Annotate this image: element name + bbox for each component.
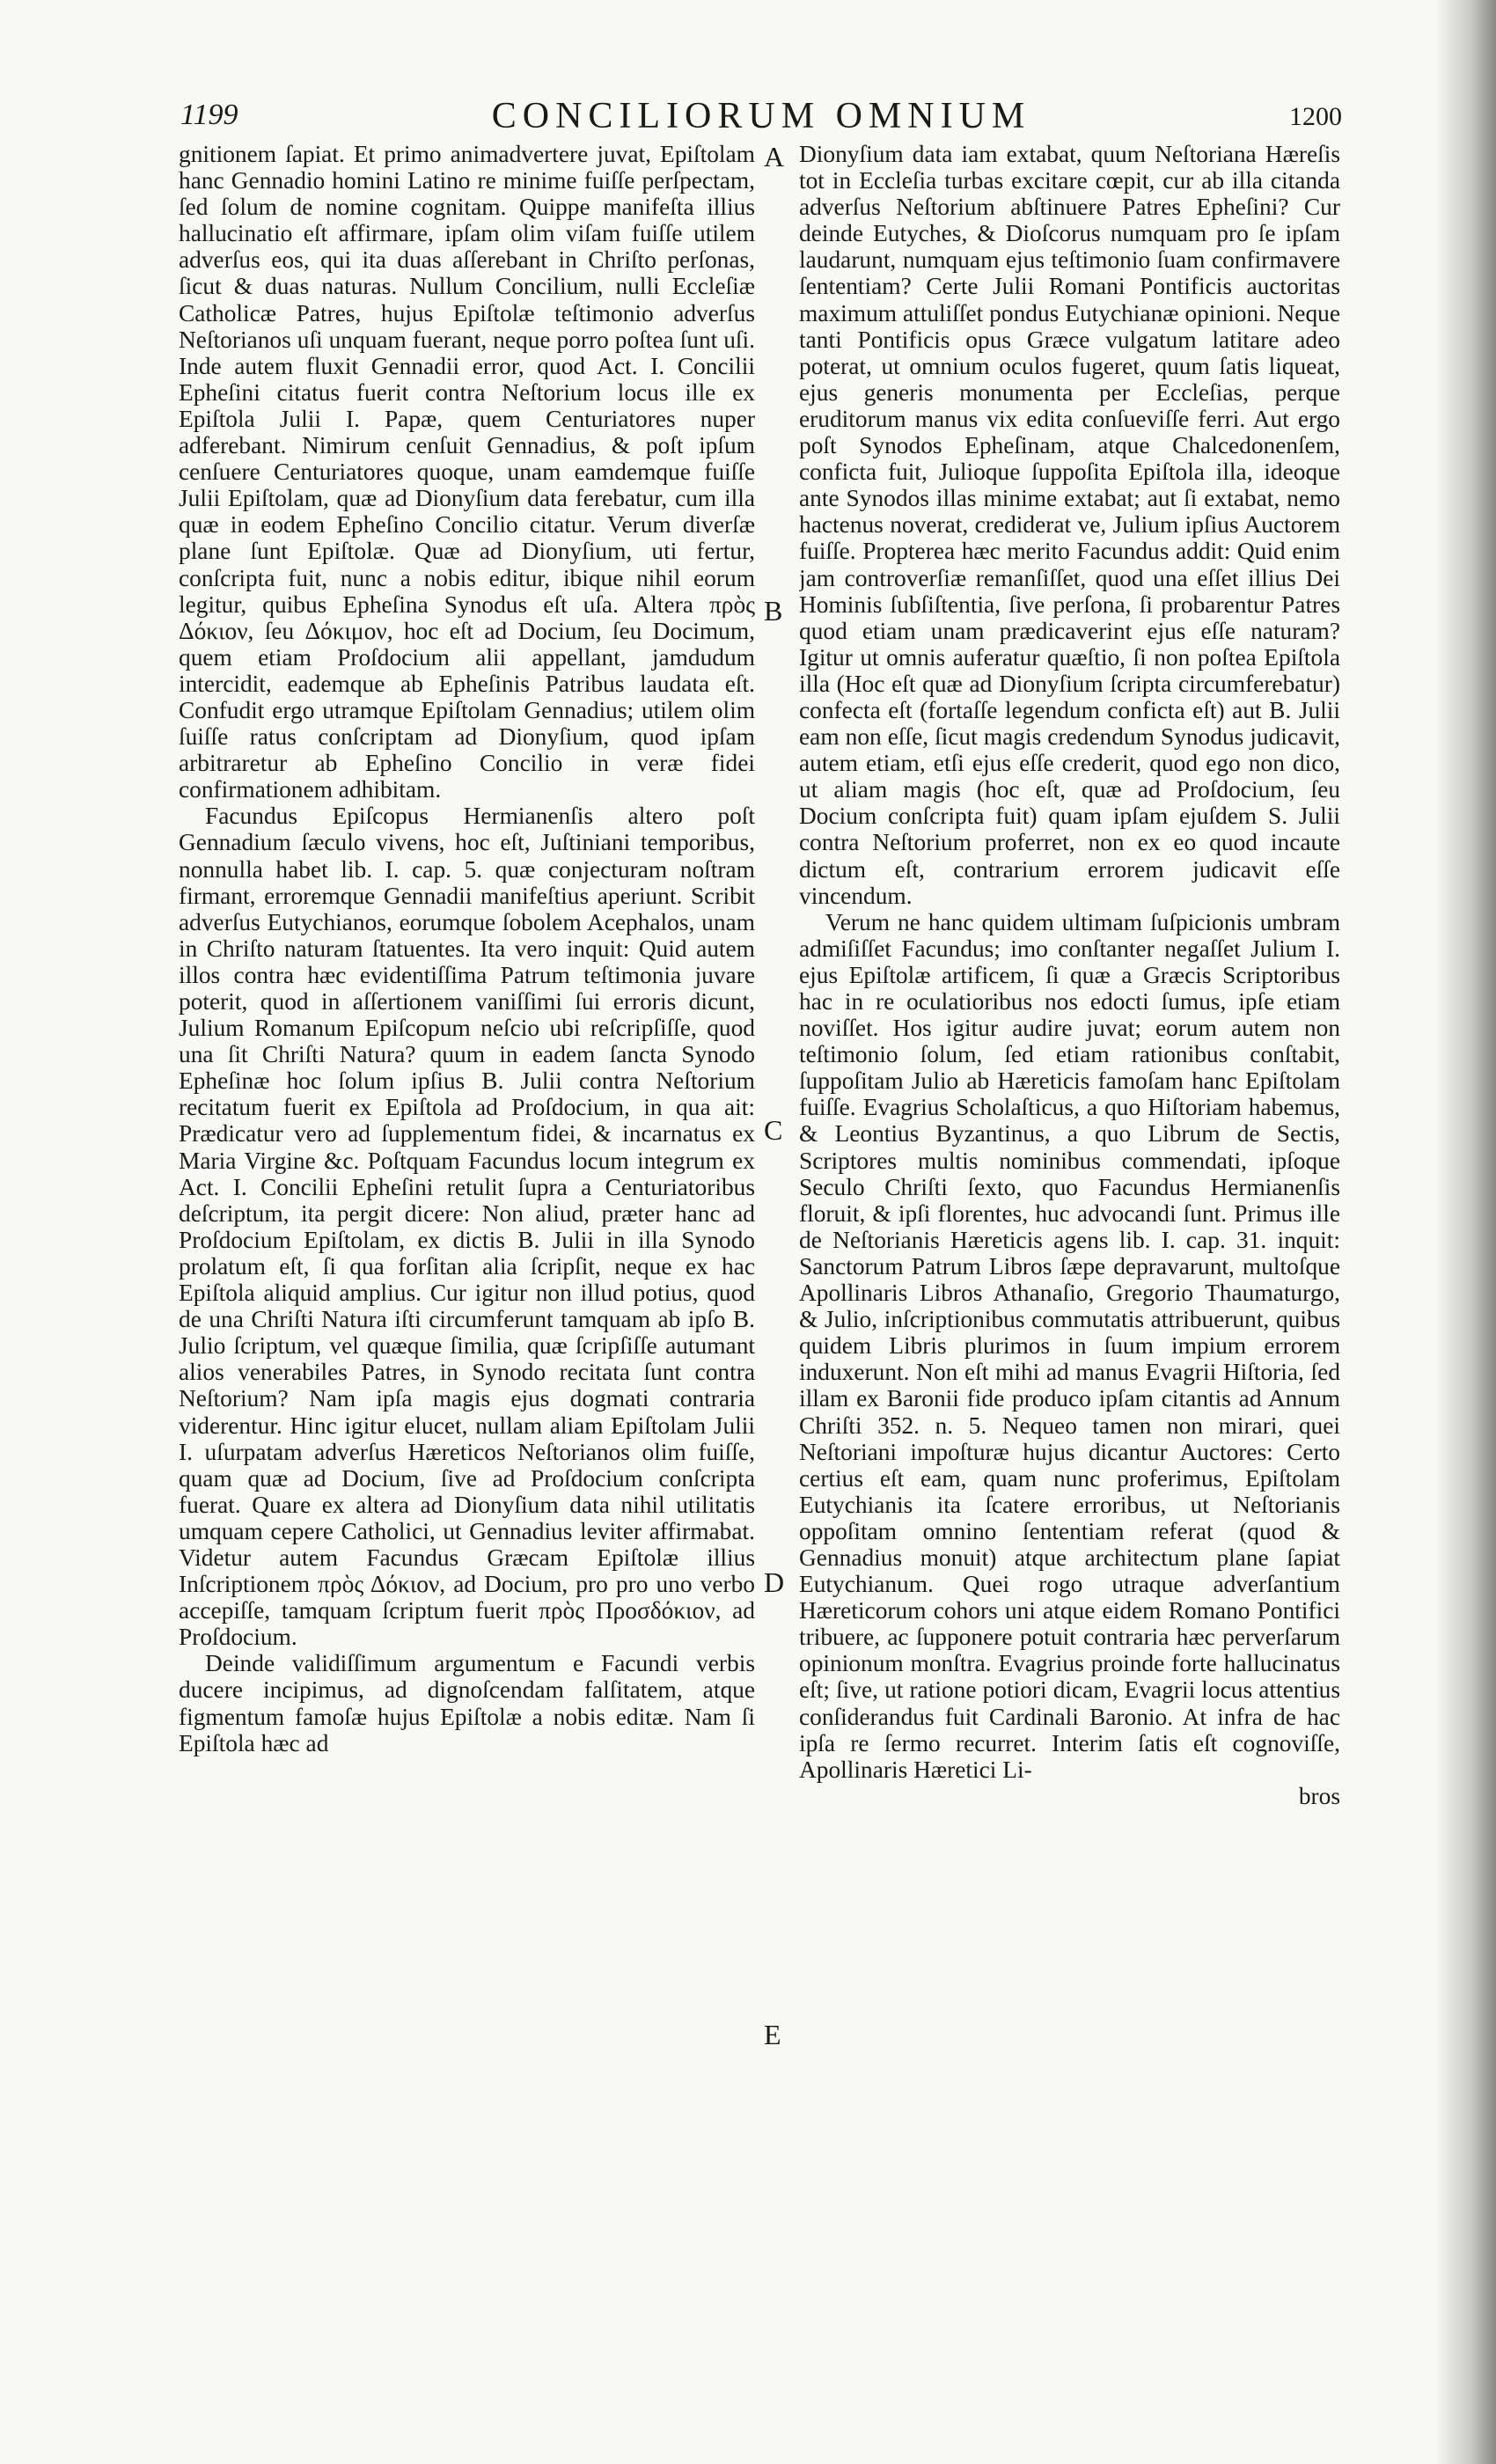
page-edge-shadow	[1434, 0, 1496, 2464]
paragraph: gnitionem ſapiat. Et primo animadvertere juvat, Epiſtolam hanc Gennadio homini Latino re minime fuiſſe perſpectam, ſed ſolum de nomine cognitam. Quippe manifeſta illius hallucinatio eſt affirmare, ipſam olim viſam fuiſſe utilem adverſus eos, qui ita duas aſſerebant in Chriſto perſonas, ſicut & duas naturas. Nullum Concilium, nulli Eccleſiæ Catholicæ Patres, hujus Epiſtolæ teſtimonio adverſus Neſtorianos uſi unquam fuerant, neque porro poſtea ſunt uſi. Inde autem fluxit Gennadii error, quod Act. I. Concilii Epheſini citatus fuerit contra Neſtorium locus ille ex Epiſtola Julii I. Papæ, quem Centuriatores nuper adferebant. Nimirum cenſuit Gennadius, & poſt ipſum cenſuere Centuriatores quoque, unam eamdemque fuiſſe Julii Epiſtolam, quæ ad Dionyſium data ferebatur, cum illa quæ in eodem Epheſino Concilio citatur. Verum diverſæ plane ſunt Epiſtolæ. Quæ ad Dionyſium, uti fertur, conſcripta fuit, nunc a nobis editur, ibique nihil eorum legitur, quibus Epheſina Synodus eſt uſa. Altera πρὸς Δόκιον, ſeu Δόκιμον, hoc eſt ad Docium, ſeu Docimum, quem etiam Proſdocium alii appellant, jamdudum intercidit, eademque ab Epheſinis Patribus laudata eſt. Confudit ergo utramque Epiſtolam Gennadius; utilem olim ſuiſſe ratus conſcriptam ad Dionyſium, quod ipſam arbitraretur ab Epheſino Concilio in veræ fidei confirmationem adhibitam.	[179, 141, 755, 803]
margin-marker-a: A	[764, 141, 785, 172]
margin-marker-c: C	[764, 1114, 783, 1146]
left-column	[179, 141, 755, 2411]
running-title: CONCILIORUM OMNIUM	[491, 96, 1031, 136]
margin-marker-b: B	[764, 595, 783, 627]
page-number-right: 1200	[1289, 102, 1342, 131]
paragraph: Dionyſium data iam extabat, quum Neſtoriana Hæreſis tot in Eccleſia turbas excitare cœpit, cur ab illa citanda adverſus Neſtorium abſtinuere Patres Epheſini? Cur deinde Eutyches, & Dioſcorus numquam pro ſe ipſam laudarunt, numquam ejus teſtimonio ſuam confirmavere ſententiam? Certe Julii Romani Pontificis auctoritas maximum attuliſſet pondus Eutychianæ opinioni. Neque tanti Pontificis opus Græce vulgatum latitare adeo poterat, ut omnium oculos fugeret, quum ſatis liqueat, ejus generis monumenta per Eccleſias, perque eruditorum manus vix edita conſueviſſe ferri. Aut ergo poſt Synodos Epheſinam, atque Chalcedonenſem, conficta fuit, Julioque ſuppoſita Epiſtola illa, ideoque ante Synodos illas minime extabat; aut ſi extabat, nemo hactenus noverat, crediderat ve, Julium ipſius Auctorem fuiſſe. Propterea hæc merito Facundus addit: Quid enim jam controverſiæ remanſiſſet, quod una eſſet illius Dei Hominis ſubſiſtentia, ſive perſona, ſi probarentur Patres quod etiam unam prædicaverint ejus eſſe naturam? Igitur ut omnis auferatur quæſtio, ſi non poſtea Epiſtola illa (Hoc eſt quæ ad Dionyſium ſcripta circumferebatur) confecta eſt (fortaſſe legendum conficta eſt) aut B. Julii eam non eſſe, ſicut magis credendum Synodus judicavit, autem etiam, etſi ejus eſſe crederit, quod ego non dico, ut aliam magis (hoc eſt, quæ ad Proſdocium, ſeu Docium conſcripta fuit) quam ipſam ejuſdem S. Julii contra Neſtorium proferret, non ex eo quod incaute dictum eſt, contrarium errorem judicavit eſſe vincendum.	[799, 141, 1340, 909]
margin-marker-e: E	[764, 2019, 781, 2050]
catchword: bros	[1298, 1782, 1340, 1809]
paragraph: Verum ne hanc quidem ultimam ſuſpicionis umbram admiſiſſet Facundus; imo conſtanter negaſſet Julium I. ejus Epiſtolæ artificem, ſi quæ a Græcis Scriptoribus hac in re oculatioribus nos edocti ſumus, ipſe etiam noviſſet. Hos igitur audire juvat; eorum autem non teſtimonio ſolum, ſed etiam rationibus conſtabit, ſuppoſitam Julio ab Hæreticis famoſam hanc Epiſtolam fuiſſe. Evagrius Scholaſticus, a quo Hiſtoriam habemus, & Leontius Byzantinus, a quo Librum de Sectis, Scriptores multis nominibus commendati, ipſoque Seculo Chriſti ſexto, quo Facundus Hermianenſis floruit, & ipſi florentes, huc advocandi ſunt. Primus ille de Neſtorianis Hæreticis agens lib. I. cap. 31. inquit: Sanctorum Patrum Libros ſæpe depravarunt, multoſque Apollinaris Libros Athanaſio, Gregorio Thaumaturgo, & Julio, inſcriptionibus commutatis attribuerunt, quibus quidem Libris plurimos in ſuum impium errorem induxerunt. Non eſt mihi ad manus Evagrii Hiſtoria, ſed illam ex Baronii fide produco ipſam citantis ad Annum Chriſti 352. n. 5. Nequeo tamen non mirari, quei Neſtoriani impoſturæ hujus dicantur Auctores: Certo certius eſt eam, quam nunc proferimus, Epiſtolam Eutychianis ita ſcatere erroribus, ut Neſtorianis oppoſitam omnino ſententiam referat (quod & Gennadius monuit) atque architectum plane ſapiat Eutychianum. Quei rogo utraque adverſantium Hæreticorum cohors uni atque eidem Romano Pontifici tribuere, ac ſupponere potuit contraria hæc perverſarum opinionum monſtra. Evagrius proinde forte hallucinatus eſt; ſive, ut ratione potiori dicam, Evagrii locus attentius conſiderandus fuit Cardinali Baronio. At infra de hac ipſa re ſermo recurret. Interim ſatis eſt cognoviſſe, Apollinaris Hæretici Li-	[799, 908, 1340, 1783]
running-header	[180, 95, 1342, 148]
right-column	[799, 141, 1340, 2411]
paragraph: Facundus Epiſcopus Hermianenſis altero poſt Gennadium ſæculo vivens, hoc eſt, Juſtiniani temporibus, nonnulla habet lib. I. cap. 5. quæ conjecturam noſtram firmant, erroremque Gennadii manifeſtius aperiunt. Scribit adverſus Eutychianos, eorumque ſobolem Acephalos, unam in Chriſto naturam ſtatuentes. Ita vero inquit: Quid autem illos contra hæc evidentiſſima Patrum teſtimonia juvare poterit, quod in aſſertionem vaniſſimi ſui erroris dicunt, Julium Romanum Epiſcopum neſcio ubi reſcripſiſſe, quod una ſit Chriſti Natura? quum in eadem ſancta Synodo Epheſinæ hoc ſolum ipſius B. Julii contra Neſtorium recitatum fuerit ex Epiſtola ad Proſdocium, in qua ait: Prædicatur vero ad ſupplementum fidei, & incarnatus ex Maria Virgine &c. Poſtquam Facundus locum integrum ex Act. I. Concilii Epheſini retulit ſupra a Centuriatoribus deſcriptum, ita pergit dicere: Non aliud, præter hanc ad Proſdocium Epiſtolam, ex dictis B. Julii in illa Synodo prolatum eſt, ſi qua forſitan alia ſcripſit, neque ex hac Epiſtola aliquid amplius. Cur igitur non illud potius, quod de una Chriſti Natura iſti circumferunt tamquam ab ipſo B. Julio ſcriptum, vel quæque ſimilia, quæ ſcripſiſſe autumant alios venerabiles Patres, in Synodo recitata ſunt contra Neſtorium? Nam ipſa magis ejus dogmati contraria viderentur. Hinc igitur elucet, nullam aliam Epiſtolam Julii I. uſurpatam adverſus Hæreticos Neſtorianos olim fuiſſe, quam quæ ad Docium, ſive ad Proſdocium conſcripta fuerat. Quare ex altera ad Dionyſium data nihil utilitatis umquam cepere Catholici, ut Gennadius leviter affirmabat. Videtur autem Facundus Græcam Epiſtolæ illius Inſcriptionem πρὸς Δόκιον, ad Docium, pro pro uno verbo accepiſſe, tamquam ſcriptum fuerit πρὸς Προσδόκιον, ad Proſdocium.	[179, 803, 755, 1651]
margin-marker-d: D	[764, 1566, 785, 1598]
paragraph: Deinde validiſſimum argumentum e Facundi verbis ducere incipimus, ad dignoſcendam falſitatem, atque figmentum famoſæ hujus Epiſtolæ a nobis editæ. Nam ſi Epiſtola hæc ad	[179, 1650, 755, 1756]
page-number-left: 1199	[180, 99, 238, 131]
